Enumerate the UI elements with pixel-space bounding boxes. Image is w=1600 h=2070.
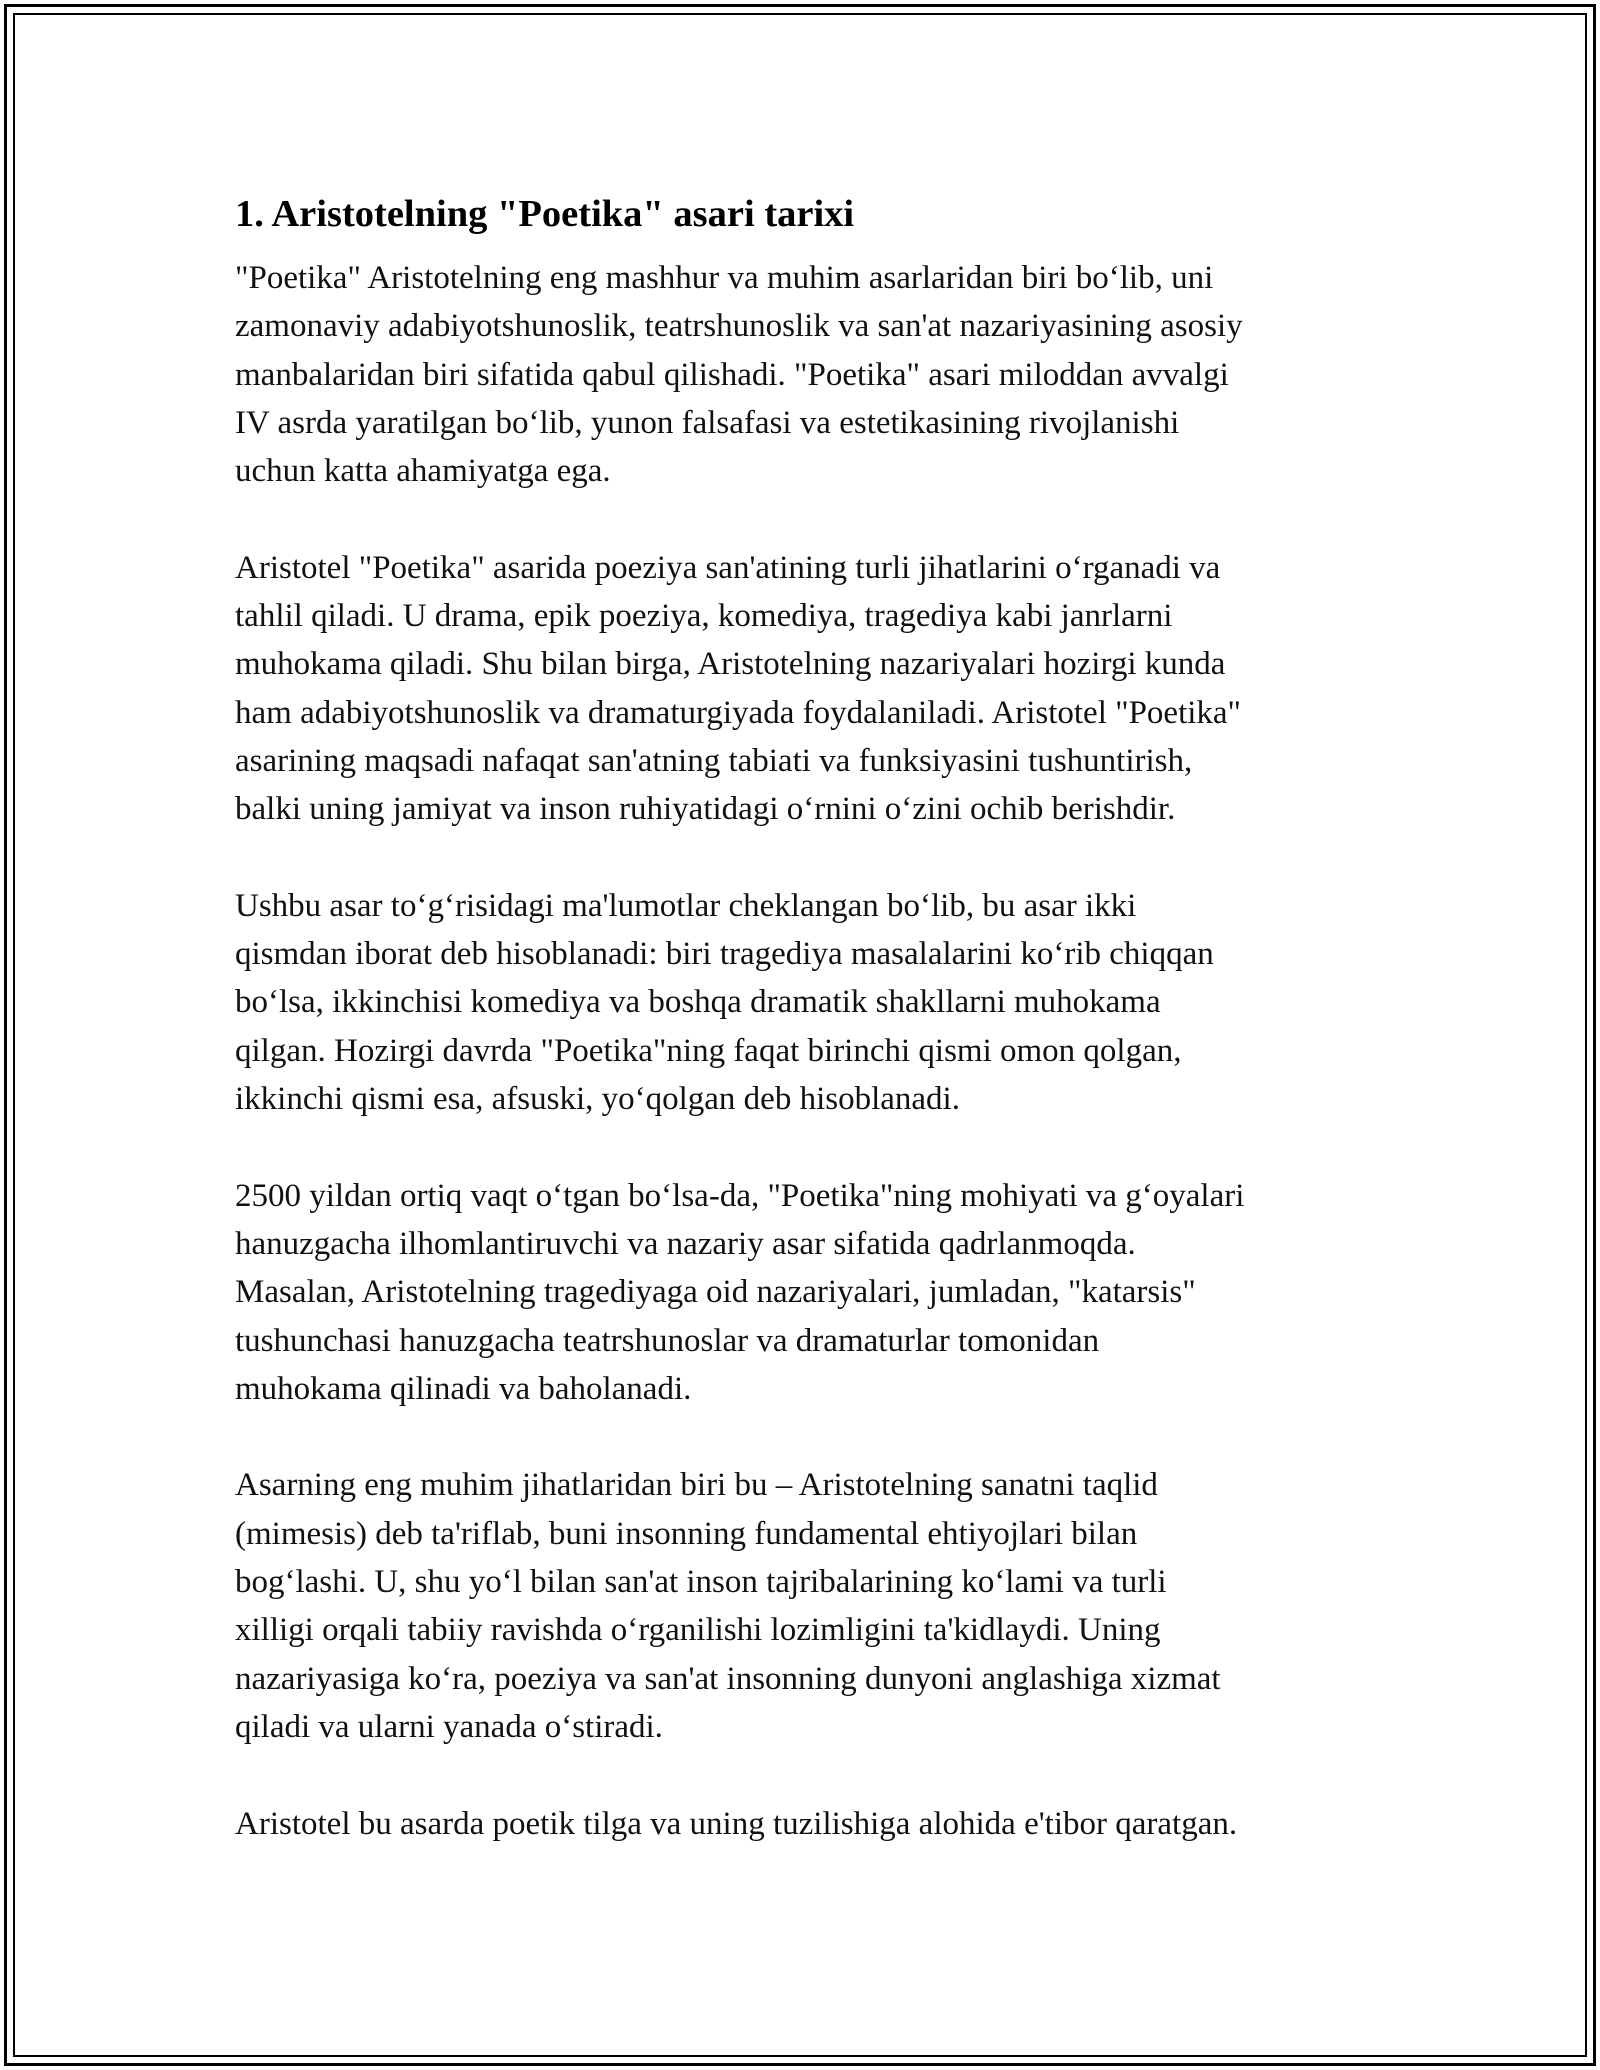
text-line: zamonaviy adabiyotshunoslik, teatrshunoslik va san'at nazariyasining asosiy	[235, 308, 1243, 345]
text-line: muhokama qiladi. Shu bilan birga, Aristotelning nazariyalari hozirgi kunda	[235, 646, 1226, 683]
text-line: hanuzgacha ilhomlantiruvchi va nazariy asar sifatida qadrlanmoqda.	[235, 1225, 1136, 1262]
text-line: "Poetika" Aristotelning eng mashhur va muhim asarlaridan biri bo‘lib, uni	[235, 260, 1214, 296]
text-line: manbalaridan biri sifatida qabul qilishadi. "Poetika" asari miloddan avvalgi	[235, 356, 1229, 393]
paragraph-5	[235, 1461, 1385, 1751]
text-line: Aristotel bu asarda poetik tilga va uning tuzilishiga alohida e'tibor qaratgan.	[235, 1805, 1238, 1842]
text-line: ikkinchi qismi esa, afsuski, yo‘qolgan deb hisoblanadi.	[235, 1081, 960, 1118]
text-line: muhokama qilinadi va baholanadi.	[235, 1370, 692, 1407]
text-line: (mimesis) deb ta'riflab, buni insonning fundamental ehtiyojlari bilan	[235, 1515, 1138, 1552]
paragraph-6	[235, 1800, 1385, 1848]
document-body	[235, 188, 1385, 1896]
text-line: Asarning eng muhim jihatlaridan biri bu – Aristotelning sanatni taqlid	[235, 1467, 1158, 1504]
text-line: uchun katta ahamiyatga ega.	[235, 453, 611, 490]
text-line: qilgan. Hozirgi davrda "Poetika"ning faqat birinchi qismi omon qolgan,	[235, 1032, 1182, 1069]
paragraph-1	[235, 254, 1385, 495]
paragraph-4	[235, 1172, 1385, 1413]
text-line: 2500 yildan ortiq vaqt o‘tgan bo‘lsa-da, "Poetika"ning mohiyati va g‘oyalari	[235, 1177, 1245, 1214]
paragraph-3	[235, 882, 1385, 1123]
text-line: asarining maqsadi nafaqat san'atning tabiati va funksiyasini tushuntirish,	[235, 742, 1193, 779]
text-line: tahlil qiladi. U drama, epik poeziya, komediya, tragediya kabi janrlarni	[235, 598, 1173, 635]
text-line: ham adabiyotshunoslik va dramaturgiyada foydalaniladi. Aristotel "Poetika"	[235, 694, 1242, 731]
text-line: Masalan, Aristotelning tragediyaga oid nazariyalari, jumladan, "katarsis"	[235, 1274, 1196, 1311]
text-line: xilligi orqali tabiiy ravishda o‘rganilishi lozimligini ta'kidlaydi. Uning	[235, 1612, 1161, 1649]
text-line: tushunchasi hanuzgacha teatrshunoslar va dramaturlar tomonidan	[235, 1322, 1100, 1359]
section-heading: 1. Aristotelning "Poetika" asari tarixi	[235, 193, 855, 235]
text-line: qiladi va ularni yanada o‘stiradi.	[235, 1708, 663, 1745]
text-line: bo‘lsa, ikkinchisi komediya va boshqa dramatik shakllarni muhokama	[235, 984, 1161, 1021]
text-line: Ushbu asar to‘g‘risidagi ma'lumotlar cheklangan bo‘lib, bu asar ikki	[235, 887, 1137, 924]
text-line: Aristotel "Poetika" asarida poeziya san'atining turli jihatlarini o‘rganadi va	[235, 549, 1221, 586]
text-line: qismdan iborat deb hisoblanadi: biri tragediya masalalarini ko‘rib chiqqan	[235, 936, 1214, 973]
text-line: nazariyasiga ko‘ra, poeziya va san'at insonning dunyoni anglashiga xizmat	[235, 1660, 1221, 1697]
text-line: bog‘lashi. U, shu yo‘l bilan san'at inson tajribalarining ko‘lami va turli	[235, 1564, 1167, 1601]
paragraph-2	[235, 544, 1385, 834]
text-line: balki uning jamiyat va inson ruhiyatidagi o‘rnini o‘zini ochib berishdir.	[235, 791, 1176, 828]
text-line: IV asrda yaratilgan bo‘lib, yunon falsafasi va estetikasining rivojlanishi	[235, 404, 1180, 441]
